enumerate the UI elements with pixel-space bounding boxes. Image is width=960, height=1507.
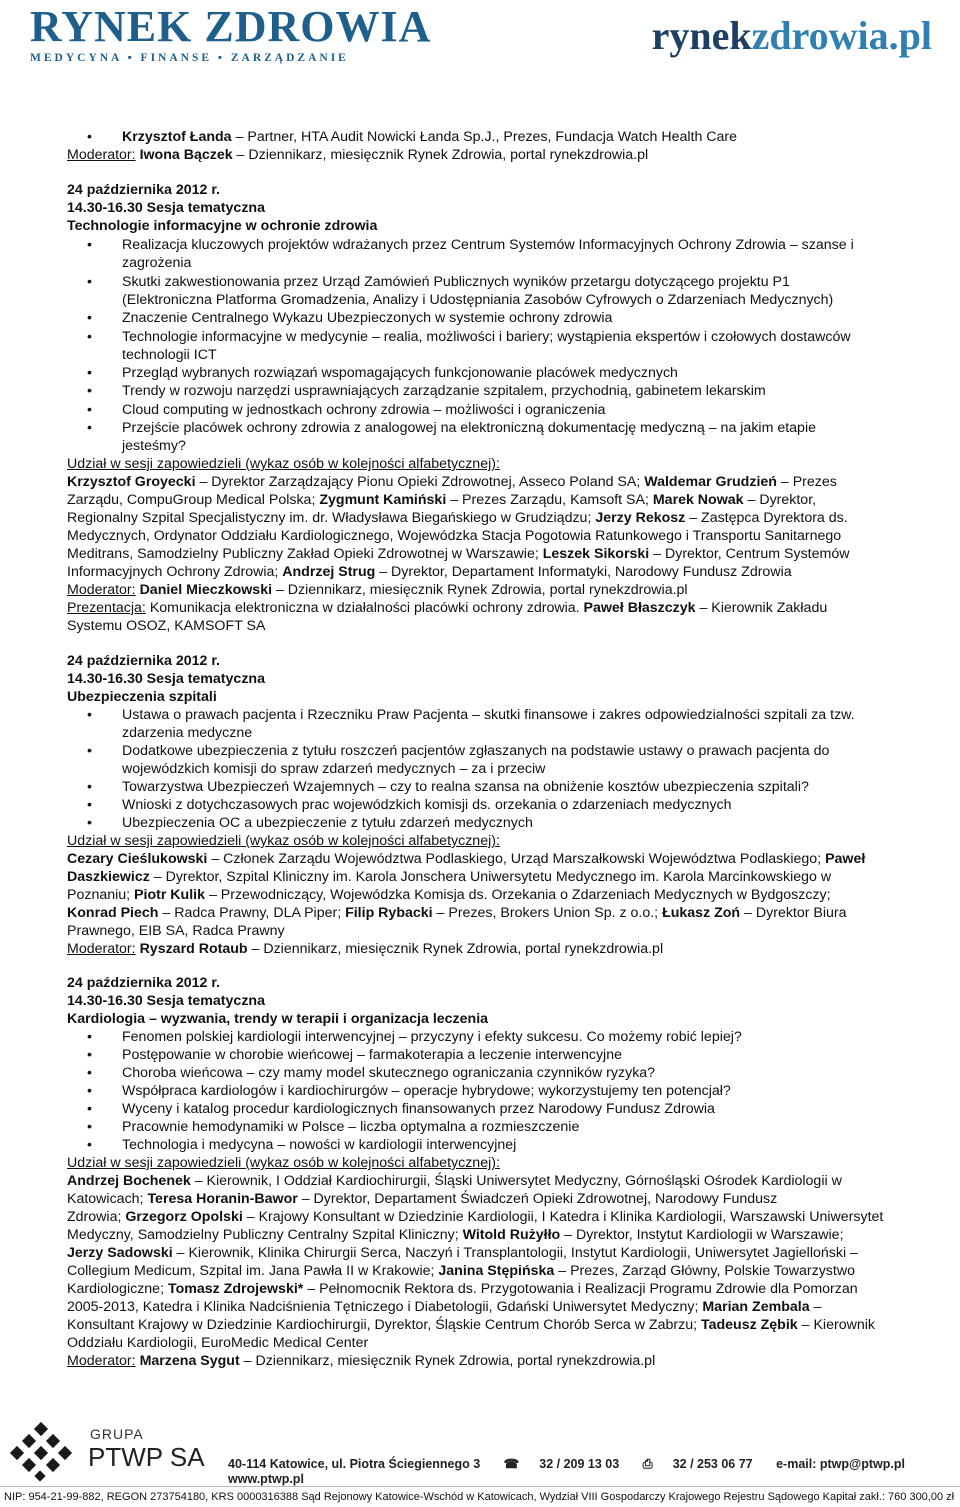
logo-title: RYNEK ZDROWIA xyxy=(30,2,432,51)
text-span: – Dyrektor, Departament Informatyki, Narodowy Fundusz Zdrowia xyxy=(375,564,792,580)
text-span: 2005-2013, Katedra i Klinika Nadciśnienia Tętniczego i Diabetologii, Gdański Uniwersytet Medyczny; xyxy=(67,1299,703,1315)
text-span xyxy=(67,599,932,617)
text-span xyxy=(10,1422,72,1482)
text-span: Informacyjnych Ochrony Zdrowia; xyxy=(67,564,283,580)
text-span: wojewódzkich komisji do spraw zdarzeń medycznych – za i przeciw xyxy=(122,761,546,777)
website[interactable]: www.ptwp.pl xyxy=(228,1472,304,1486)
moderator-name: Iwona Bączek xyxy=(139,147,233,163)
person-name: Teresa Horanin-Bawor xyxy=(147,1191,298,1207)
page-footer xyxy=(0,1404,960,1507)
text-span: Zarządu, CompuGroup Medical Polska; xyxy=(67,492,320,508)
person-name: Konrad Piech xyxy=(67,905,159,921)
text-span xyxy=(67,1280,932,1298)
text-span xyxy=(67,1352,932,1370)
text-span: – Dziennikarz, miesięcznik Rynek Zdrowia, portal rynekzdrowia.pl xyxy=(239,1353,656,1369)
text-span: – Radca Prawny, DLA Piper; xyxy=(158,905,346,921)
text-span: Skutki zakwestionowania przez Urząd Zamówień Publicznych wyników przetargu dotyczącego projektu P1 xyxy=(122,274,790,290)
moderator-role: – Dziennikarz, miesięcznik Rynek Zdrowia, portal rynekzdrowia.pl xyxy=(232,147,649,163)
text-span xyxy=(67,1172,932,1190)
text-span: – Kierownik, I Oddział Kardiochirurgii, Śląski Uniwersytet Medyczny, Górnośląski Ośrodek Kardiologii w xyxy=(190,1173,842,1189)
text-span: – Dyrektor Biura xyxy=(740,905,847,921)
text-span xyxy=(46,1458,60,1472)
site-prefix: rynek xyxy=(651,13,752,58)
logo-tagline: MEDYCYNA ▪ FINANSE ▪ ZARZĄDZANIE xyxy=(30,52,349,64)
text-span: – Członek Zarządu Województwa Podlaskiego, Urząd Marszałkowski Województwa Podlaskiego; xyxy=(207,851,826,867)
site-logo[interactable] xyxy=(652,12,932,59)
session-time: 14.30-16.30 Sesja tematyczna xyxy=(67,200,265,216)
text-span xyxy=(67,473,932,491)
person-name: Zygmunt Kamiński xyxy=(319,492,447,508)
text-span: – Dyrektor, Departament Świadczeń Opieki Zdrowotnej, Narodowy Fundusz xyxy=(297,1191,778,1207)
rynek-zdrowia-logo xyxy=(30,4,431,64)
session-title: Kardiologia – wyzwania, trendy w terapii i organizacja leczenia xyxy=(67,1011,489,1027)
text-span: – Prezes xyxy=(776,474,837,490)
text-span: Postępowanie w chorobie wieńcowej – farmakoterapia a leczenie interwencyjne xyxy=(122,1047,622,1063)
person-name: Daniel Mieczkowski xyxy=(139,582,273,598)
text-span: Choroba wieńcowa – czy mamy model skutecznego ograniczania czynników ryzyka? xyxy=(122,1065,656,1081)
person-name: Marzena Sygut xyxy=(139,1353,240,1369)
text-span: – Kierownik, Klinika Chirurgii Serca, Naczyń i Transplantologii, Instytut Kardiologii, Uniwersytet Jagielloński – xyxy=(172,1245,858,1261)
text-span xyxy=(67,940,932,958)
text-span: Poznaniu; xyxy=(67,887,135,903)
person-name: Piotr Kulik xyxy=(134,887,205,903)
email[interactable]: e-mail: ptwp@ptwp.pl xyxy=(776,1457,905,1471)
person-name: Marek Nowak xyxy=(652,492,744,508)
text-span: – Zastępca Dyrektora ds. xyxy=(685,510,848,526)
text-span: Przejście placówek ochrony zdrowia z analogowej na elektroniczną dokumentację medyczną – na jakim etapie xyxy=(122,420,816,436)
text-span xyxy=(67,886,932,904)
text-span: – Prezes, Zarząd Główny, Polskie Towarzystwo xyxy=(554,1263,855,1279)
person-name: Jerzy Sadowski xyxy=(67,1245,173,1261)
person-name: Witold Rużyłło xyxy=(462,1227,561,1243)
person-name: Krzysztof Groyecki xyxy=(67,474,196,490)
fax: 32 / 253 06 77 xyxy=(672,1457,753,1471)
person-name: Marian Zembala xyxy=(702,1299,810,1315)
person-name: Daszkiewicz xyxy=(67,869,150,885)
text-span: Zdrowia; xyxy=(67,1209,126,1225)
text-span: Medyczny, Samodzielny Publiczny Centralny Szpital Kliniczny; xyxy=(67,1227,463,1243)
text-span xyxy=(22,1458,36,1472)
session-title: Ubezpieczenia szpitali xyxy=(67,689,217,705)
text-span: Znaczenie Centralnego Wykazu Ubezpieczonych w systemie ochrony zdrowia xyxy=(122,310,613,326)
text-span: – xyxy=(809,1299,822,1315)
text-span xyxy=(67,491,932,509)
text-span xyxy=(67,146,932,164)
person-name: Ryszard Rotaub xyxy=(139,941,248,957)
text-span xyxy=(67,545,932,563)
text-span: Ubezpieczenia OC a ubezpieczenie z tytułu zdarzeń medycznych xyxy=(122,815,533,831)
speaker-role: – Partner, HTA Audit Nowicki Łanda Sp.J., Prezes, Fundacja Watch Health Care xyxy=(231,129,738,145)
text-span xyxy=(67,1226,932,1244)
person-name: Andrzej Strug xyxy=(282,564,376,580)
list-item-cont: zagrożenia xyxy=(122,255,192,271)
text-span: Konsultant Krajowy w Dziedzinie Kardiochirurgii, Dyrektor, Śląskie Centrum Chorób Serca w Zabrzu; xyxy=(67,1317,701,1333)
text-span: Moderator: xyxy=(67,941,136,957)
text-span xyxy=(67,509,932,527)
text-span xyxy=(67,1262,932,1280)
text-span xyxy=(67,1316,932,1334)
address: 40-114 Katowice, ul. Piotra Ściegiennego 3 xyxy=(228,1457,481,1471)
text-span: – Kierownik Zakładu xyxy=(695,600,828,616)
text-span xyxy=(67,1298,932,1316)
text-span: Cloud computing w jednostkach ochrony zdrowia – możliwości i ograniczenia xyxy=(122,402,606,418)
person-name: Paweł Błaszczyk xyxy=(583,600,696,616)
participants-label: Udział w sesji zapowiedzieli (wykaz osób w kolejności alfabetycznej): xyxy=(67,1155,500,1171)
text-span: Towarzystwa Ubezpieczeń Wzajemnych – czy to realna szansa na obniżenie kosztów ubezpieczenia szpitali? xyxy=(122,779,809,795)
text-span: Wyceny i katalog procedur kardiologicznych finansowanych przez Narodowy Fundusz Zdrowia xyxy=(122,1101,715,1117)
text-span: Wnioski z dotychczasowych prac wojewódzkich komisji ds. orzekania o zdarzeniach medycznych xyxy=(122,797,732,813)
text-span: Realizacja kluczowych projektów wdrażanych przez Centrum Systemów Informacyjnych Ochrony Zdrowia – szanse i xyxy=(122,237,854,253)
text-span: – Dyrektor, xyxy=(743,492,817,508)
text-span: Medycznych, Ordynator Oddziału Kardiologicznego, Wojewódzka Stacja Pogotowia Ratunkowego i Transportu Sanitarnego xyxy=(67,528,842,544)
text-span: – Dyrektor, Instytut Kardiologii w Warszawie; xyxy=(560,1227,844,1243)
text-span: Prezentacja: xyxy=(67,600,146,616)
text-span: Współpraca kardiologów i kardiochirurgów – operacje hybrydowe; wykorzystujemy ten potencjał? xyxy=(122,1083,731,1099)
session-time: 14.30-16.30 Sesja tematyczna xyxy=(67,671,265,687)
session-date: 24 października 2012 r. xyxy=(67,182,220,198)
text-span xyxy=(67,1190,932,1208)
list-item-cont: technologii ICT xyxy=(122,347,217,363)
session-date: 24 października 2012 r. xyxy=(67,653,220,669)
moderator-label: Moderator: xyxy=(67,147,136,163)
person-name: Jerzy Rekosz xyxy=(595,510,686,526)
person-name: Waldemar Grudzień xyxy=(644,474,777,490)
list-item-cont: jesteśmy? xyxy=(122,438,186,454)
text-span: Moderator: xyxy=(67,1353,136,1369)
text-span: Przegląd wybranych rozwiązań wspomagających funkcjonowanie placówek medycznych xyxy=(122,365,678,381)
person-name: Leszek Sikorski xyxy=(542,546,650,562)
text-span: – Prezes, Brokers Union Sp. z o.o.; xyxy=(432,905,663,921)
text-span: – Dyrektor, Szpital Kliniczny im. Karola Jonschera Uniwersytetu Medycznego im. Karola Marcinkowskiego w xyxy=(149,869,832,885)
grupa-label: GRUPA xyxy=(90,1426,144,1442)
phone: 32 / 209 13 03 xyxy=(539,1457,620,1471)
text-span xyxy=(67,904,932,922)
text-span: Pracownie hemodynamiki w Polsce – liczba optymalna a rozmieszczenie xyxy=(122,1119,580,1135)
text-span: Moderator: xyxy=(67,582,136,598)
text-span: Technologia i medycyna – nowości w kardiologii interwencyjnej xyxy=(122,1137,517,1153)
session-title: Technologie informacyjne w ochronie zdrowia xyxy=(67,218,378,234)
text-span: Technologie informacyjne w medycynie – realia, możliwości i bariery; wystąpienia ekspertów i czołowych dostawców xyxy=(122,329,851,345)
text-span: Komunikacja elektroniczna w działalności placówki ochrony zdrowia. xyxy=(145,600,584,616)
person-name: Tadeusz Zębik xyxy=(700,1317,798,1333)
text-span xyxy=(34,1446,48,1460)
person-name: Andrzej Bochenek xyxy=(67,1173,191,1189)
speaker-name: Krzysztof Łanda xyxy=(122,129,232,145)
text-span: zdarzenia medyczne xyxy=(122,725,253,741)
text-span: Collegium Medicum, Szpital im. Jana Pawła II w Krakowie; xyxy=(67,1263,439,1279)
phone-icon: ☎ xyxy=(503,1457,520,1471)
text-span xyxy=(46,1434,60,1448)
person-name: Paweł xyxy=(825,851,866,867)
person-name: Janina Stępińska xyxy=(438,1263,555,1279)
text-span xyxy=(67,1208,932,1226)
text-span: – Prezes Zarządu, Kamsoft SA; xyxy=(446,492,653,508)
text-span: – Pełnomocnik Rektora ds. Przygotowania i Realizacji Programu Zdrowie dla Pomorzan xyxy=(303,1281,858,1297)
text-span: Oddziału Kardiologii, EuroMedic Medical Center xyxy=(67,1335,369,1351)
text-span: – Dziennikarz, miesięcznik Rynek Zdrowia, portal rynekzdrowia.pl xyxy=(247,941,664,957)
text-span: – Dyrektor Zarządzający Pionu Opieki Zdrowotnej, Asseco Poland SA; xyxy=(195,474,645,490)
text-span: Trendy w rozwoju narzędzi usprawniających zarządzanie szpitalem, przychodnią, gabinetem lekarskim xyxy=(122,383,766,399)
text-span xyxy=(67,1244,932,1262)
person-name: Filip Rybacki xyxy=(345,905,433,921)
person-name: Cezary Cieślukowski xyxy=(67,851,208,867)
ptwp-logo xyxy=(8,1418,218,1488)
text-span xyxy=(67,868,932,886)
text-span: – Kierownik xyxy=(797,1317,875,1333)
person-name: Łukasz Zoń xyxy=(662,905,741,921)
participants-label: Udział w sesji zapowiedzieli (wykaz osób w kolejności alfabetycznej): xyxy=(67,456,500,472)
text-span xyxy=(22,1434,36,1448)
fax-icon: ⎙ xyxy=(642,1457,653,1471)
session-date: 24 października 2012 r. xyxy=(67,975,220,991)
text-span xyxy=(34,1470,45,1481)
text-span xyxy=(34,1422,48,1436)
session-time: 14.30-16.30 Sesja tematyczna xyxy=(67,993,265,1009)
brand-name: PTWP SA xyxy=(88,1442,205,1472)
contact-line xyxy=(228,1456,960,1486)
person-name: Grzegorz Opolski xyxy=(125,1209,243,1225)
text-span xyxy=(67,850,932,868)
text-span: Prawnego, EIB SA, Radca Prawny xyxy=(67,923,285,939)
text-span: Meditrans, Samodzielny Publiczny Zakład Opieki Zdrowotnej w Warszawie; xyxy=(67,546,543,562)
text-span: – Przewodniczący, Wojewódzka Komisja ds. Orzekania o Zdarzeniach Medycznych w Bydgoszczy; xyxy=(205,887,831,903)
list-item-cont: (Elektroniczna Platforma Gromadzenia, Analizy i Udostępniania Zasobów Cyfrowych o Zdarzeniach Medycznych) xyxy=(122,292,834,308)
text-span: – Krajowy Konsultant w Dziedzinie Kardiologii, I Katedra i Klinika Kardiologii, Warszawski Uniwersytet xyxy=(242,1209,884,1225)
text-span: Katowicach; xyxy=(67,1191,148,1207)
text-span: Kardiologiczne; xyxy=(67,1281,168,1297)
text-span: Systemu OSOZ, KAMSOFT SA xyxy=(67,618,266,634)
text-span: Fenomen polskiej kardiologii interwencyjnej – przyczyny i efekty sukcesu. Co możemy robić lepiej? xyxy=(122,1029,742,1045)
text-span xyxy=(122,128,932,146)
site-suffix: zdrowia.pl xyxy=(751,13,932,58)
legal-info: NIP: 954-21-99-882, REGON 273754180, KRS 0000316388 Sąd Rejonowy Katowice-Wschód w Katowicach, Wydział VIII Gospodarczy Krajowego Rejestru Sądowego Kapitał zakł.: 760 300,00 zł xyxy=(0,1486,960,1503)
text-span xyxy=(67,581,932,599)
page-header xyxy=(0,0,960,80)
text-span xyxy=(58,1446,72,1460)
text-span: – Dyrektor, Centrum Systemów xyxy=(649,546,850,562)
text-span: – Dziennikarz, miesięcznik Rynek Zdrowia, portal rynekzdrowia.pl xyxy=(272,582,688,598)
text-span: Dodatkowe ubezpieczenia z tytułu roszczeń pacjentów zgłaszanych na podstawie ustawy o prawach pacjenta do xyxy=(122,743,830,759)
participants-label: Udział w sesji zapowiedzieli (wykaz osób w kolejności alfabetycznej): xyxy=(67,833,500,849)
text-span: Ustawa o prawach pacjenta i Rzeczniku Praw Pacjenta – skutki finansowe i zakres odpowiedzialności szpitali za tzw. xyxy=(122,707,855,723)
person-name: Tomasz Zdrojewski* xyxy=(167,1281,304,1297)
text-span: Regionalny Szpital Specjalistyczny im. dr. Władysława Biegańskiego w Grudziądzu; xyxy=(67,510,596,526)
text-span xyxy=(10,1446,24,1460)
text-span xyxy=(67,563,932,581)
